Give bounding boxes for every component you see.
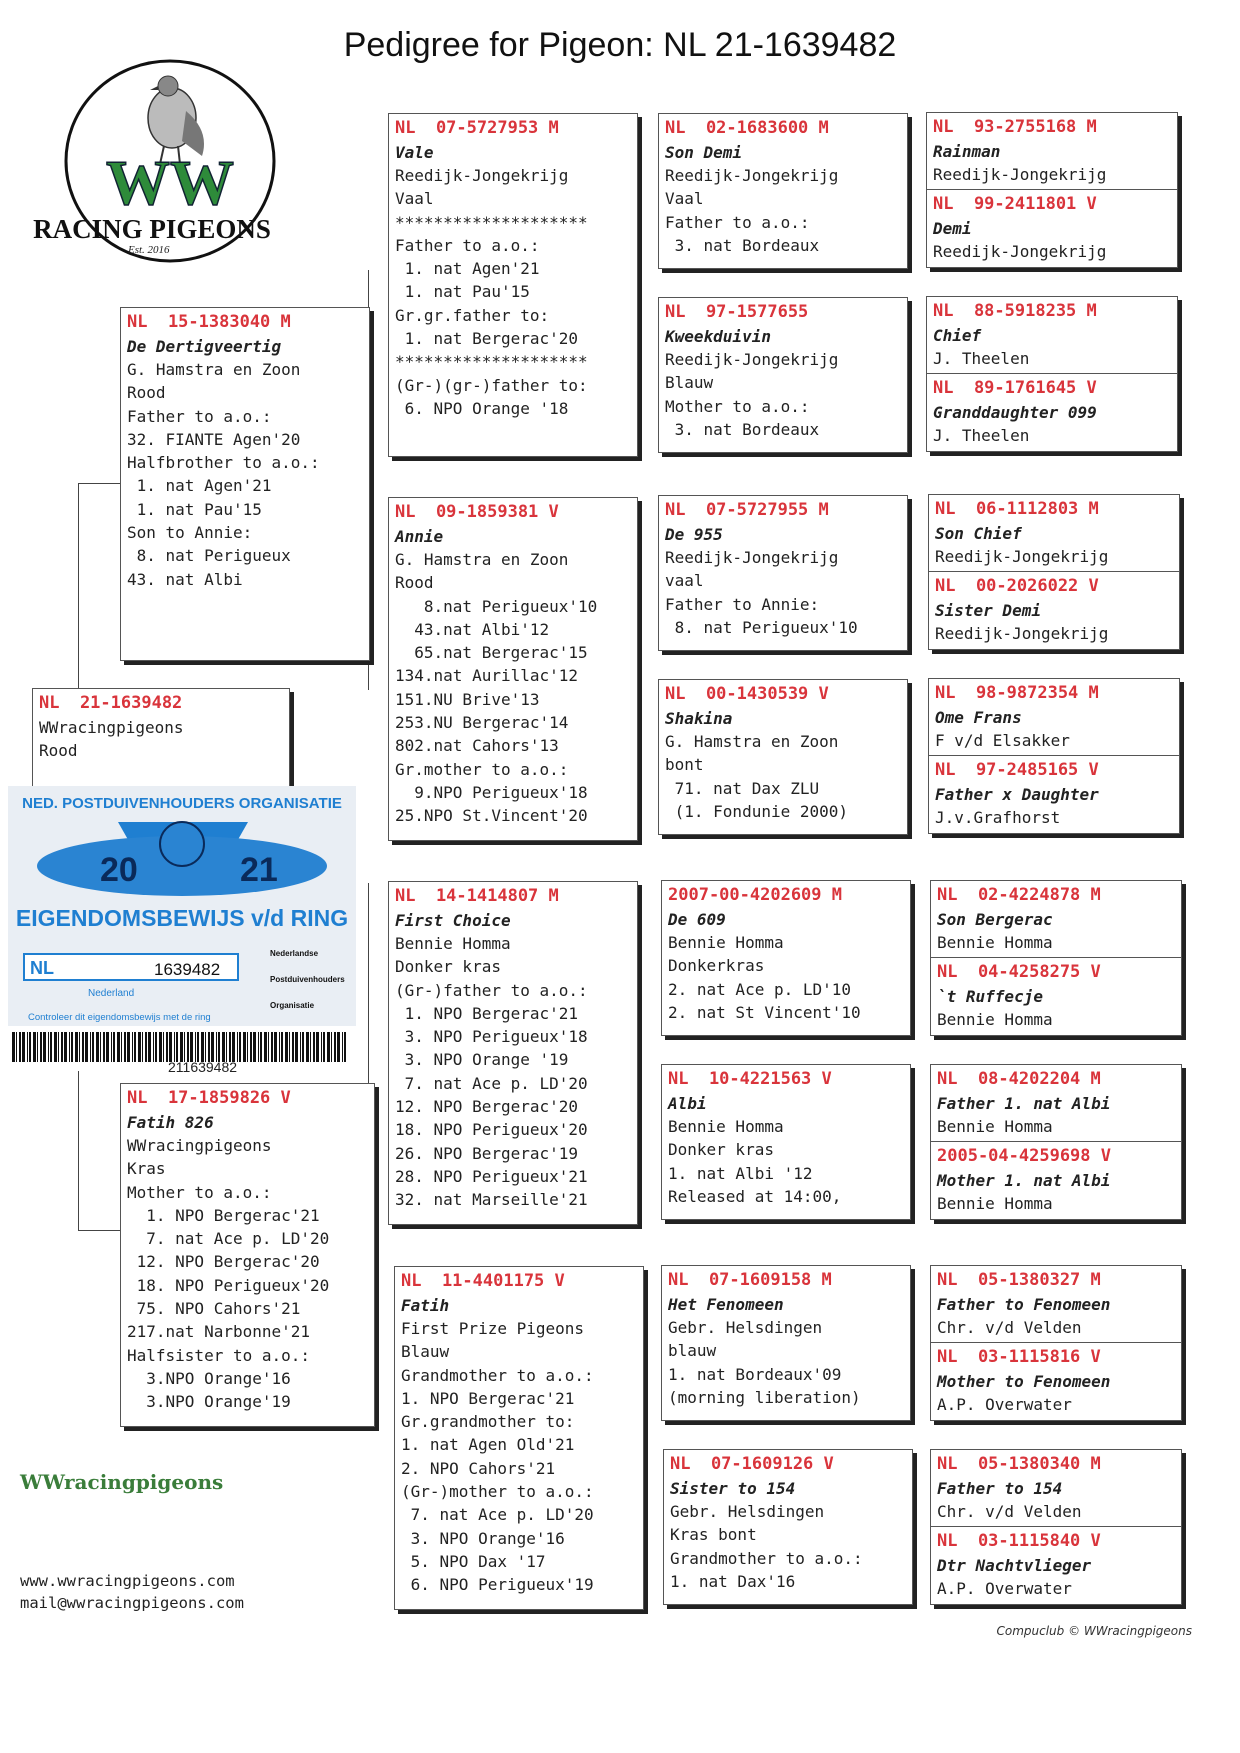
email-link[interactable]: mail@wwracingpigeons.com: [20, 1594, 244, 1612]
svg-text:1639482: 1639482: [154, 960, 221, 979]
credit-text: Compuclub © WWracingpigeons: [996, 1624, 1192, 1638]
great-grandparent-box[interactable]: 2007-00-4202609 M De 609 Bennie Homma Donkerkras 2. nat Ace p. LD'10 2. nat St Vincent'10: [661, 880, 911, 1036]
footer-brand: WWracingpigeons: [20, 1470, 224, 1494]
great-grandparent-box[interactable]: NL 07-1609158 M Het Fenomeen Gebr. Helsdingen blauw 1. nat Bordeaux'09 (morning liberation): [661, 1265, 911, 1421]
svg-text:Controleer dit eigendomsbewijs: Controleer dit eigendomsbewijs met de ring: [28, 1012, 211, 1023]
barcode: [12, 1032, 346, 1062]
grandparent-box[interactable]: NL 14-1414807 M First Choice Bennie Homma Donker kras (Gr-)father to a.o.: 1. NPO Bergerac'21 3. NPO Perigueux'18 3. NPO Orange '19 7. nat Ace p. LD'20 12. NPO Bergerac'20 18. NPO Perigueux'20 26. NPO Bergerac'19 28. NPO Perigueux'21 32. nat Marseille'21: [388, 881, 638, 1225]
connector: [78, 483, 122, 484]
grandparent-box[interactable]: NL 09-1859381 V Annie G. Hamstra en Zoon Rood 8.nat Perigueux'10 43.nat Albi'12 65.nat Bergerac'15 134.nat Aurillac'12 151.NU Brive'13 253.NU Bergerac'14 802.nat Cahors'13 Gr.mother to a.o.: 9.NPO Perigueux'18 25.NPO St.Vincent'20: [388, 497, 638, 841]
g4-box[interactable]: NL 05-1380340 M Father to 154 Chr. v/d Velden NL 03-1115840 V Dtr Nachtvlieger A.P. Overwater: [930, 1449, 1182, 1605]
subject-box[interactable]: NL 21-1639482 WWracingpigeons Rood: [32, 688, 290, 798]
svg-text:Postduivenhouders: Postduivenhouders: [270, 975, 345, 984]
great-grandparent-box[interactable]: NL 07-5727955 M De 955 Reedijk-Jongekrijg vaal Father to Annie: 8. nat Perigueux'10: [658, 495, 908, 651]
connector: [78, 1230, 122, 1231]
great-grandparent-box[interactable]: NL 10-4221563 V Albi Bennie Homma Donker kras 1. nat Albi '12 Released at 14:00,: [661, 1064, 911, 1220]
logo-text: RACING PIGEONS: [33, 214, 271, 244]
barcode-number: 211639482: [168, 1059, 238, 1075]
svg-text:Organisatie: Organisatie: [270, 1001, 315, 1010]
grandparent-box[interactable]: NL 07-5727953 M Vale Reedijk-Jongekrijg Vaal ******************** Father to a.o.: 1. nat Agen'21 1. nat Pau'15 Gr.gr.father to: 1. nat Bergerac'20 ******************** (Gr-)(gr-)father to: 6. NPO Orange '18: [388, 113, 638, 457]
grandparent-box[interactable]: NL 11-4401175 V Fatih First Prize Pigeons Blauw Grandmother to a.o.: 1. NPO Bergerac'21 Gr.grandmother to: 1. nat Agen Old'21 2. NPO Cahors'21 (Gr-)mother to a.o.: 7. nat Ace p. LD'20 3. NPO Orange'16 5. NPO Dax '17 6. NPO Perigueux'19: [394, 1266, 644, 1610]
g4-box[interactable]: NL 05-1380327 M Father to Fenomeen Chr. v/d Velden NL 03-1115816 V Mother to Fenomeen A.P. Overwater: [930, 1265, 1182, 1421]
father-box[interactable]: NL 15-1383040 M De Dertigveertig G. Hamstra en Zoon Rood Father to a.o.: 32. FIANTE Agen'20 Halfbrother to a.o.: 1. nat Agen'21 1. nat Pau'15 Son to Annie: 8. nat Perigueux 43. nat Albi: [120, 307, 370, 661]
connector: [78, 483, 79, 693]
mother-box[interactable]: NL 17-1859826 V Fatih 826 WWracingpigeons Kras Mother to a.o.: 1. NPO Bergerac'21 7. nat Ace p. LD'20 12. NPO Bergerac'20 18. NPO Perigueux'20 75. NPO Cahors'21 217.nat Narbonne'21 Halfsister to a.o.: 3.NPO Orange'16 3.NPO Orange'19: [120, 1083, 375, 1427]
connector: [78, 1071, 79, 1231]
svg-text:NL: NL: [30, 958, 54, 978]
g4-box[interactable]: NL 93-2755168 M Rainman Reedijk-Jongekrijg NL 99-2411801 V Demi Reedijk-Jongekrijg: [926, 112, 1178, 268]
website-link[interactable]: www.wwracingpigeons.com: [20, 1572, 235, 1590]
logo-est: Est. 2016: [128, 244, 170, 256]
page-title: Pedigree for Pigeon: NL 21-1639482: [343, 26, 897, 64]
svg-text:Nederlandse: Nederlandse: [270, 949, 319, 958]
g4-box[interactable]: NL 02-4224878 M Son Bergerac Bennie Homma NL 04-4258275 V `t Ruffecje Bennie Homma: [930, 880, 1182, 1036]
g4-box[interactable]: NL 98-9872354 M Ome Frans F v/d Elsakker NL 97-2485165 V Father x Daughter J.v.Grafhorst: [928, 678, 1180, 834]
svg-text:21: 21: [240, 851, 278, 889]
svg-text:NED. POSTDUIVENHOUDERS ORGANIS: NED. POSTDUIVENHOUDERS ORGANISATIE: [22, 795, 342, 812]
great-grandparent-box[interactable]: NL 00-1430539 V Shakina G. Hamstra en Zoon bont 71. nat Dax ZLU (1. Fondunie 2000): [658, 679, 908, 835]
g4-box[interactable]: NL 08-4202204 M Father 1. nat Albi Bennie Homma 2005-04-4259698 V Mother 1. nat Albi Bennie Homma: [930, 1064, 1182, 1220]
svg-text:20: 20: [100, 851, 138, 889]
svg-text:WW: WW: [106, 147, 234, 218]
great-grandparent-box[interactable]: NL 02-1683600 M Son Demi Reedijk-Jongekrijg Vaal Father to a.o.: 3. nat Bordeaux: [658, 113, 908, 269]
ring-card: [8, 786, 356, 1076]
svg-text:EIGENDOMSBEWIJS v/d RING: EIGENDOMSBEWIJS v/d RING: [15, 905, 349, 931]
ring-number: NL 21-1639482: [39, 693, 183, 713]
g4-box[interactable]: NL 06-1112803 M Son Chief Reedijk-Jongekrijg NL 00-2026022 V Sister Demi Reedijk-Jongekrijg: [928, 494, 1180, 650]
great-grandparent-box[interactable]: NL 07-1609126 V Sister to 154 Gebr. Helsdingen Kras bont Grandmother to a.o.: 1. nat Dax'16: [663, 1449, 913, 1605]
svg-text:Nederland: Nederland: [88, 988, 135, 999]
g4-box[interactable]: NL 88-5918235 M Chief J. Theelen NL 89-1761645 V Granddaughter 099 J. Theelen: [926, 296, 1178, 452]
great-grandparent-box[interactable]: NL 97-1577655 Kweekduivin Reedijk-Jongekrijg Blauw Mother to a.o.: 3. nat Bordeaux: [658, 297, 908, 453]
